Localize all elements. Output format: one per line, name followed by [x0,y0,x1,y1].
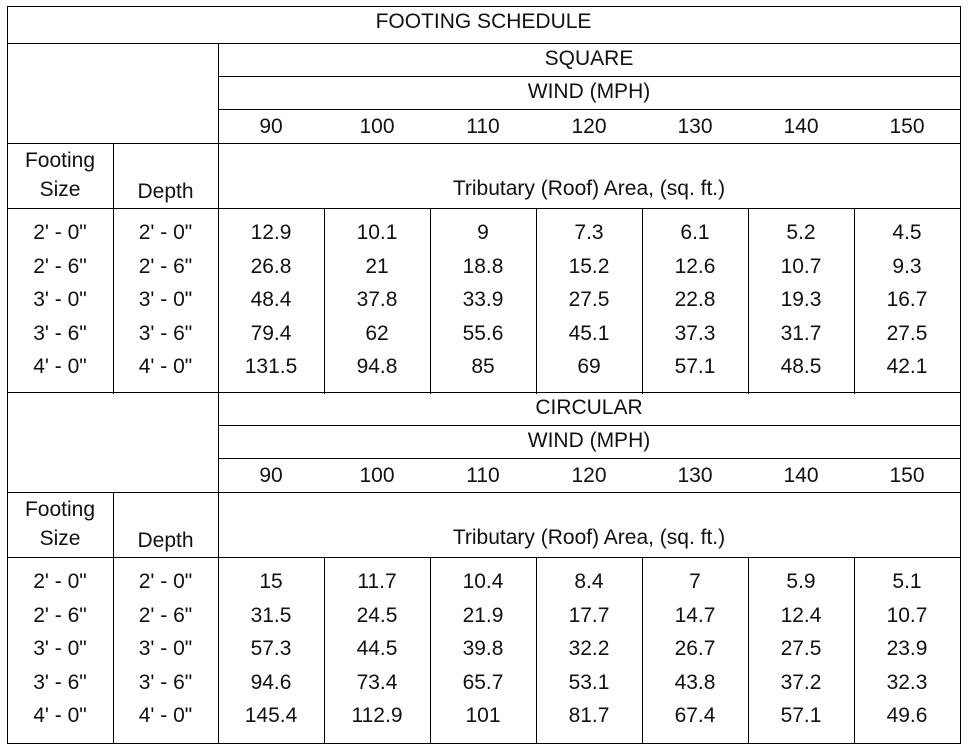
circular-wind-speed-150: 150 [889,464,925,487]
circular-area-cell: 49.6 [886,704,928,727]
square-wind-speed-110: 110 [466,115,500,138]
circular-area-cell: 32.3 [886,670,928,694]
circular-wind-speed-100: 100 [359,464,395,487]
square-area-cell: 37.8 [356,288,398,311]
circular-area-cell: 8.4 [574,570,604,593]
grid-line [218,458,961,459]
circular-area-cell: 53.1 [568,670,610,694]
square-row-footing-size: 4' - 0" [33,355,87,378]
square-wind-heading: WIND (MPH) [527,80,651,103]
square-area-cell: 10.1 [356,221,398,244]
circular-wind-heading: WIND (MPH) [527,429,651,452]
circular-wind-speed-130: 130 [677,464,713,487]
circular-area-cell: 81.7 [568,704,610,727]
square-depth-header: Depth [137,180,194,203]
square-area-cell: 69 [577,355,601,378]
circular-tributary-area-header: Tributary (Roof) Area, (sq. ft.) [452,526,726,549]
square-area-cell: 48.5 [780,355,822,378]
circular-area-cell: 27.5 [780,637,822,660]
square-area-cell: 55.6 [462,321,504,345]
square-tributary-area-header: Tributary (Roof) Area, (sq. ft.) [452,177,726,200]
circular-row-depth: 2' - 0" [138,570,193,593]
square-wind-speed-120: 120 [571,115,607,138]
circular-depth-header: Depth [137,529,194,552]
square-area-cell: 26.8 [250,254,292,278]
square-footing-size-header: Footing Size [24,149,96,201]
circular-area-cell: 23.9 [886,637,928,660]
circular-area-cell: 57.3 [250,637,292,660]
grid-line [218,109,961,110]
section-divider [7,392,961,393]
circular-area-cell: 37.2 [780,670,822,694]
table-title: FOOTING SCHEDULE [375,10,592,33]
circular-area-cell: 24.5 [356,603,398,627]
circular-area-cell: 145.4 [244,704,298,727]
square-area-cell: 18.8 [462,254,504,278]
circular-area-cell: 5.1 [892,570,922,593]
circular-row-footing-size: 4' - 0" [33,704,87,727]
square-area-cell: 37.3 [674,321,716,345]
square-area-cell: 19.3 [780,288,822,311]
circular-row-footing-size: 2' - 0" [33,570,87,593]
circular-shape-heading: CIRCULAR [535,396,643,419]
circular-area-cell: 11.7 [357,570,397,593]
square-area-cell: 21 [365,254,389,278]
grid-line [218,76,961,77]
circular-area-cell: 94.6 [250,670,292,694]
table-border-right [960,6,961,744]
square-area-cell: 27.5 [568,288,610,311]
circular-area-cell: 57.1 [780,704,822,727]
square-area-cell: 7.3 [574,221,604,244]
section-divider [7,43,961,44]
circular-row-depth: 3' - 6" [138,670,193,694]
square-area-cell: 48.4 [250,288,292,311]
circular-area-cell: 32.2 [568,637,610,660]
square-area-cell: 57.1 [674,355,716,378]
square-area-cell: 22.8 [674,288,716,311]
grid-line [7,557,961,558]
square-area-cell: 79.4 [250,321,292,345]
circular-area-cell: 14.7 [674,603,716,627]
square-area-cell: 12.9 [250,221,292,244]
circular-area-cell: 10.4 [462,570,504,593]
circular-area-cell: 65.7 [462,670,504,694]
circular-area-cell: 5.9 [786,570,816,593]
square-area-cell: 45.1 [568,321,610,345]
square-area-cell: 131.5 [244,355,298,378]
square-area-cell: 62 [365,321,389,345]
square-wind-speed-130: 130 [677,115,713,138]
square-row-footing-size: 3' - 0" [33,288,87,311]
circular-row-footing-size: 3' - 6" [33,670,87,694]
circular-area-cell: 112.9 [351,704,403,727]
square-wind-speed-140: 140 [783,115,819,138]
square-area-cell: 4.5 [892,221,922,244]
square-area-cell: 5.2 [786,221,816,244]
circular-area-cell: 12.4 [780,603,822,627]
circular-area-cell: 43.8 [674,670,716,694]
circular-area-cell: 26.7 [674,637,716,660]
square-area-cell: 15.2 [568,254,610,278]
circular-wind-speed-140: 140 [783,464,819,487]
circular-area-cell: 7 [689,570,701,593]
circular-row-depth: 2' - 6" [138,603,193,627]
grid-line [7,492,961,493]
square-row-footing-size: 3' - 6" [33,321,87,345]
grid-line [7,208,961,209]
grid-line [7,143,961,144]
circular-area-cell: 73.4 [356,670,398,694]
circular-area-cell: 21.9 [462,603,504,627]
circular-row-depth: 3' - 0" [138,637,193,660]
grid-line [218,425,961,426]
square-area-cell: 16.7 [886,288,928,311]
square-row-depth: 2' - 0" [138,221,193,244]
square-area-cell: 42.1 [886,355,928,378]
square-shape-heading: SQUARE [544,47,634,70]
circular-wind-speed-120: 120 [571,464,607,487]
circular-area-cell: 39.8 [462,637,504,660]
square-area-cell: 85 [471,355,495,378]
circular-row-footing-size: 2' - 6" [33,603,87,627]
square-row-footing-size: 2' - 6" [33,254,87,278]
square-row-depth: 3' - 0" [138,288,193,311]
square-row-depth: 4' - 0" [138,355,193,378]
square-row-footing-size: 2' - 0" [33,221,87,244]
circular-area-cell: 17.7 [568,603,610,627]
square-row-depth: 3' - 6" [138,321,193,345]
square-area-cell: 33.9 [462,288,504,311]
circular-area-cell: 15 [259,570,283,593]
circular-footing-size-header: Footing Size [24,498,96,550]
circular-area-cell: 44.5 [356,637,398,660]
square-area-cell: 9 [477,221,489,244]
circular-wind-speed-110: 110 [466,464,500,487]
circular-area-cell: 31.5 [250,603,292,627]
circular-area-cell: 101 [465,704,501,727]
square-area-cell: 12.6 [674,254,716,278]
square-row-depth: 2' - 6" [138,254,193,278]
square-wind-speed-150: 150 [889,115,925,138]
circular-wind-speed-90: 90 [259,464,283,487]
square-area-cell: 9.3 [892,254,922,278]
table-border-top [7,6,961,7]
square-area-cell: 31.7 [780,321,822,345]
circular-area-cell: 67.4 [674,704,716,727]
square-area-cell: 6.1 [680,221,710,244]
square-area-cell: 10.7 [780,254,822,278]
table-border-bottom [7,743,961,744]
square-area-cell: 94.8 [356,355,398,378]
square-area-cell: 27.5 [886,321,928,345]
circular-area-cell: 10.7 [886,603,928,627]
square-wind-speed-90: 90 [259,115,283,138]
square-wind-speed-100: 100 [359,115,395,138]
circular-row-footing-size: 3' - 0" [33,637,87,660]
circular-row-depth: 4' - 0" [138,704,193,727]
